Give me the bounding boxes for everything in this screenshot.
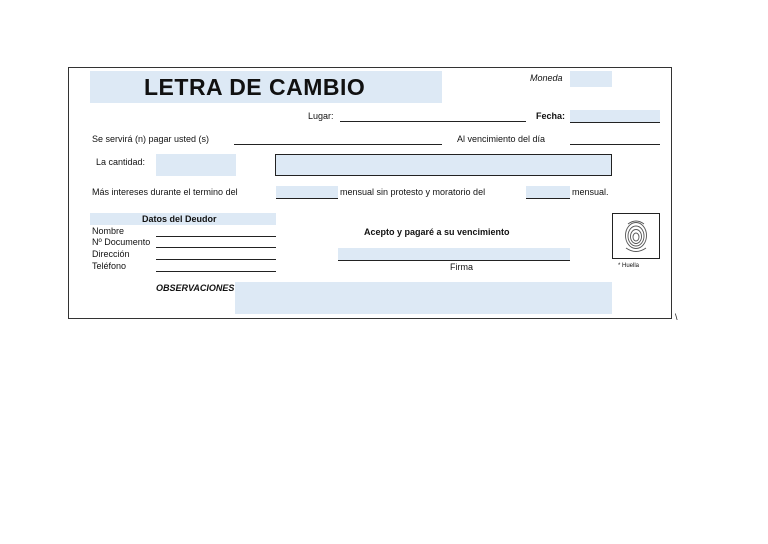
vencimiento-label: Al vencimiento del día (457, 134, 546, 144)
stray-mark: \ (675, 312, 678, 322)
vencimiento-field[interactable] (570, 144, 660, 145)
huella-box (612, 213, 660, 259)
cantidad-label: La cantidad: (96, 157, 146, 167)
observaciones-field[interactable] (235, 282, 612, 314)
huella-label: * Huella (618, 263, 640, 269)
nombre-field[interactable] (156, 236, 276, 237)
fingerprint-icon (613, 214, 659, 258)
direccion-field[interactable] (156, 259, 276, 260)
form-title: LETRA DE CAMBIO (144, 74, 366, 100)
documento-field[interactable] (156, 247, 276, 248)
moneda-label: Moneda (530, 73, 563, 83)
telefono-field[interactable] (156, 271, 276, 272)
servira-field[interactable] (234, 144, 442, 145)
fecha-label: Fecha: (536, 111, 566, 121)
lugar-field[interactable] (340, 121, 526, 122)
protesto-label: mensual sin protesto y moratorio del (340, 187, 486, 197)
servira-label: Se servirá (n) pagar usted (s) (92, 134, 210, 144)
documento-label: Nº Documento (92, 237, 151, 247)
mensual-label: mensual. (572, 187, 609, 197)
moratorio-field[interactable] (526, 186, 570, 199)
deudor-heading: Datos del Deudor (142, 214, 217, 224)
observaciones-label: OBSERVACIONES (156, 283, 235, 293)
fecha-field[interactable] (570, 110, 660, 123)
telefono-label: Teléfono (92, 261, 127, 271)
firma-label: Firma (450, 262, 473, 272)
termino-field[interactable] (276, 186, 338, 199)
direccion-label: Dirección (92, 249, 130, 259)
lugar-label: Lugar: (308, 111, 334, 121)
cantidad-field[interactable] (156, 154, 236, 176)
moneda-field[interactable] (570, 71, 612, 87)
cantidad-letras-field[interactable] (275, 154, 612, 176)
nombre-label: Nombre (92, 226, 125, 236)
acepto-label: Acepto y pagaré a su vencimiento (364, 227, 510, 237)
firma-field[interactable] (338, 248, 570, 261)
intereses-label: Más intereses durante el termino del (92, 187, 238, 197)
